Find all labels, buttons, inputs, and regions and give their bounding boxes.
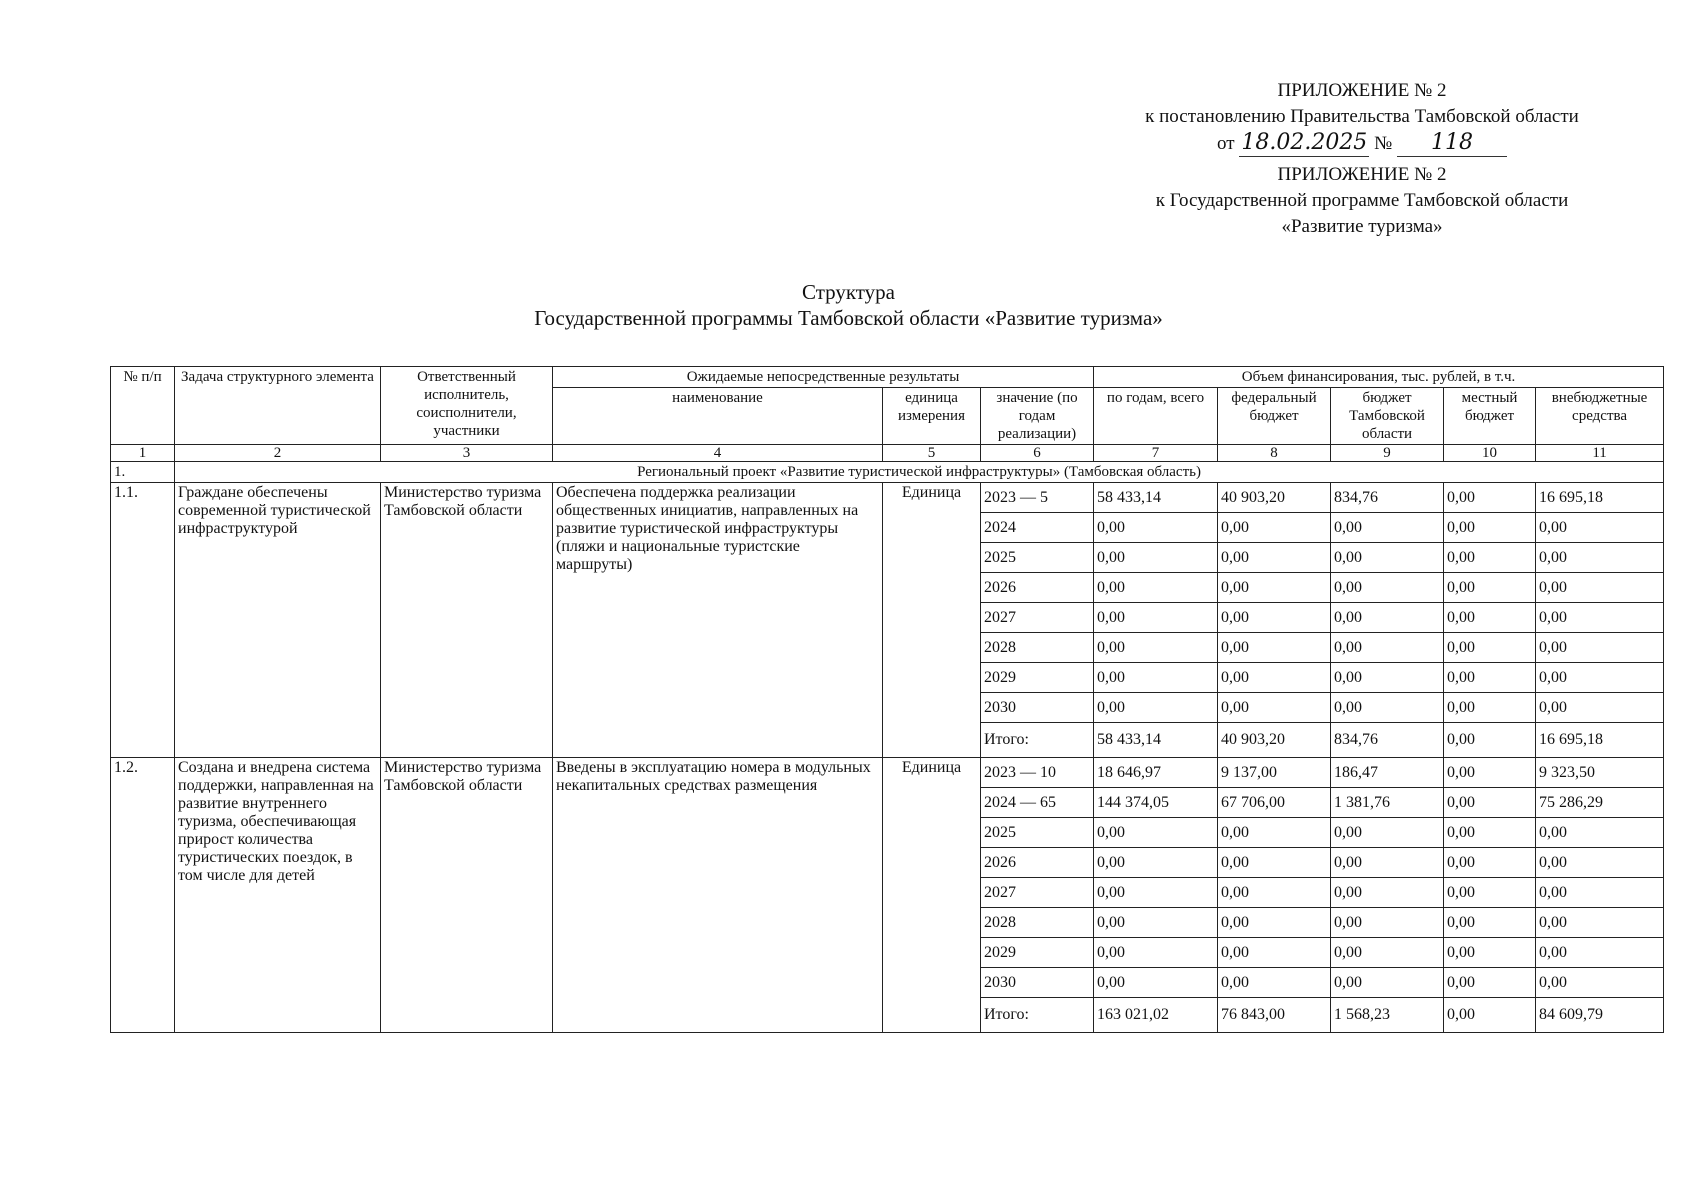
col-federal-header: федеральный бюджет [1218,388,1331,445]
section-row [111,462,1664,483]
total-amount: 0,00 [1094,693,1218,723]
total-extra: 84 609,79 [1536,998,1664,1033]
year-value: 2030 [981,968,1094,998]
local-amount: 0,00 [1444,543,1536,573]
year-value: 2029 [981,663,1094,693]
program-reference: к Государственной программе Тамбовской области [1155,190,1569,211]
total-amount: 18 646,97 [1094,758,1218,788]
regional-amount: 0,00 [1331,513,1444,543]
col-number: 3 [381,445,553,462]
year-value: 2026 [981,573,1094,603]
regional-amount: 0,00 [1331,968,1444,998]
federal-amount: 67 706,00 [1218,788,1331,818]
structure-table [110,366,1664,1033]
regional-amount: 0,00 [1331,603,1444,633]
col-local-header: местный бюджет [1444,388,1536,445]
year-value: 2028 [981,908,1094,938]
total-amount: 0,00 [1094,878,1218,908]
federal-amount: 0,00 [1218,968,1331,998]
executor-cell: Министерство туризма Тамбовской области [381,483,553,758]
year-row [111,483,1664,513]
local-amount: 0,00 [1444,908,1536,938]
program-name: «Развитие туризма» [1281,216,1443,237]
regional-amount: 0,00 [1331,543,1444,573]
result-cell: Обеспечена поддержка реализации общественных инициатив, направленных на развитие туристической инфраструктуры (пляжи и национальные туристские маршруты) [553,483,883,758]
col-unit-header: единица измерения [883,388,981,445]
section-number: 1. [111,462,175,483]
unit-cell: Единица [883,483,981,758]
year-value: 2026 [981,848,1094,878]
total-regional: 834,76 [1331,723,1444,758]
extra-amount: 16 695,18 [1536,483,1664,513]
regional-amount: 0,00 [1331,878,1444,908]
resolution-header [1122,78,1602,157]
year-value: 2027 [981,878,1094,908]
extra-amount: 0,00 [1536,543,1664,573]
extra-amount: 0,00 [1536,693,1664,723]
total-amount: 0,00 [1094,513,1218,543]
col-name-header: наименование [553,388,883,445]
local-amount: 0,00 [1444,788,1536,818]
title-line-1: Структура [801,280,896,304]
regional-amount: 1 381,76 [1331,788,1444,818]
extra-amount: 75 286,29 [1536,788,1664,818]
local-amount: 0,00 [1444,663,1536,693]
number-label: № [1374,133,1393,154]
total-total: 58 433,14 [1094,723,1218,758]
row-number: 1.1. [111,483,175,758]
handwritten-number: 118 [1397,130,1507,157]
col-number: 11 [1536,445,1664,462]
year-value: 2025 [981,818,1094,848]
extra-amount: 0,00 [1536,908,1664,938]
extra-amount: 0,00 [1536,968,1664,998]
col-total-header: по годам, всего [1094,388,1218,445]
total-label: Итого: [981,723,1094,758]
result-cell: Введены в эксплуатацию номера в модульных некапитальных средствах размещения [553,758,883,1033]
col-number: 4 [553,445,883,462]
local-amount: 0,00 [1444,603,1536,633]
total-amount: 0,00 [1094,818,1218,848]
appendix-label: ПРИЛОЖЕНИЕ № 2 [1277,80,1447,101]
year-value: 2024 — 65 [981,788,1094,818]
extra-amount: 0,00 [1536,573,1664,603]
federal-amount: 0,00 [1218,693,1331,723]
regional-amount: 0,00 [1331,693,1444,723]
total-amount: 0,00 [1094,848,1218,878]
col-number: 7 [1094,445,1218,462]
total-amount: 0,00 [1094,908,1218,938]
total-federal: 40 903,20 [1218,723,1331,758]
total-total: 163 021,02 [1094,998,1218,1033]
year-value: 2028 [981,633,1094,663]
local-amount: 0,00 [1444,693,1536,723]
title-line-2: Государственной программы Тамбовской области «Развитие туризма» [534,306,1163,330]
section-title: Региональный проект «Развитие туристической инфраструктуры» (Тамбовская область) [175,462,1664,483]
row-number: 1.2. [111,758,175,1033]
total-amount: 0,00 [1094,938,1218,968]
year-value: 2030 [981,693,1094,723]
col-funding-header: Объем финансирования, тыс. рублей, в т.ч. [1094,367,1664,388]
year-value: 2023 — 5 [981,483,1094,513]
col-number: 5 [883,445,981,462]
year-row [111,758,1664,788]
regional-amount: 0,00 [1331,663,1444,693]
extra-amount: 9 323,50 [1536,758,1664,788]
col-number: 1 [111,445,175,462]
appendix-label-2: ПРИЛОЖЕНИЕ № 2 [1277,164,1447,185]
federal-amount: 0,00 [1218,848,1331,878]
total-amount: 0,00 [1094,968,1218,998]
resolution-reference: к постановлению Правительства Тамбовской области [1145,106,1579,127]
header-row-1 [111,367,1664,388]
col-num-header: № п/п [111,367,175,445]
total-local: 0,00 [1444,723,1536,758]
total-extra: 16 695,18 [1536,723,1664,758]
local-amount: 0,00 [1444,938,1536,968]
task-cell: Создана и внедрена система поддержки, направленная на развитие внутреннего туризма, обеспечивающая прирост количества туристических поездок, в том числе для детей [175,758,381,1033]
year-value: 2027 [981,603,1094,633]
year-value: 2029 [981,938,1094,968]
extra-amount: 0,00 [1536,663,1664,693]
year-value: 2025 [981,543,1094,573]
extra-amount: 0,00 [1536,513,1664,543]
total-amount: 144 374,05 [1094,788,1218,818]
total-federal: 76 843,00 [1218,998,1331,1033]
federal-amount: 0,00 [1218,938,1331,968]
local-amount: 0,00 [1444,878,1536,908]
from-prefix: от [1217,133,1235,154]
regional-amount: 0,00 [1331,633,1444,663]
federal-amount: 0,00 [1218,543,1331,573]
federal-amount: 0,00 [1218,663,1331,693]
extra-amount: 0,00 [1536,938,1664,968]
total-amount: 0,00 [1094,543,1218,573]
program-header [1122,162,1602,240]
regional-amount: 834,76 [1331,483,1444,513]
local-amount: 0,00 [1444,513,1536,543]
regional-amount: 0,00 [1331,848,1444,878]
handwritten-date: 18.02.2025 [1239,130,1369,157]
col-extra-header: внебюджетные средства [1536,388,1664,445]
regional-amount: 186,47 [1331,758,1444,788]
local-amount: 0,00 [1444,818,1536,848]
col-value-header: значение (по годам реализации) [981,388,1094,445]
total-label: Итого: [981,998,1094,1033]
federal-amount: 0,00 [1218,633,1331,663]
total-regional: 1 568,23 [1331,998,1444,1033]
local-amount: 0,00 [1444,483,1536,513]
extra-amount: 0,00 [1536,633,1664,663]
col-task-header: Задача структурного элемента [175,367,381,445]
local-amount: 0,00 [1444,848,1536,878]
col-number: 2 [175,445,381,462]
executor-cell: Министерство туризма Тамбовской области [381,758,553,1033]
regional-amount: 0,00 [1331,818,1444,848]
total-local: 0,00 [1444,998,1536,1033]
unit-cell: Единица [883,758,981,1033]
column-number-row [111,445,1664,462]
total-amount: 0,00 [1094,603,1218,633]
document-title [0,279,1697,331]
local-amount: 0,00 [1444,633,1536,663]
extra-amount: 0,00 [1536,818,1664,848]
col-number: 8 [1218,445,1331,462]
local-amount: 0,00 [1444,758,1536,788]
regional-amount: 0,00 [1331,938,1444,968]
col-regional-header: бюджет Тамбовской области [1331,388,1444,445]
total-amount: 0,00 [1094,573,1218,603]
total-amount: 0,00 [1094,633,1218,663]
regional-amount: 0,00 [1331,573,1444,603]
col-number: 10 [1444,445,1536,462]
federal-amount: 40 903,20 [1218,483,1331,513]
col-number: 6 [981,445,1094,462]
regional-amount: 0,00 [1331,908,1444,938]
year-value: 2024 [981,513,1094,543]
col-expected-header: Ожидаемые непосредственные результаты [553,367,1094,388]
federal-amount: 0,00 [1218,908,1331,938]
federal-amount: 0,00 [1218,573,1331,603]
total-amount: 58 433,14 [1094,483,1218,513]
federal-amount: 0,00 [1218,513,1331,543]
federal-amount: 0,00 [1218,878,1331,908]
year-value: 2023 — 10 [981,758,1094,788]
federal-amount: 0,00 [1218,603,1331,633]
extra-amount: 0,00 [1536,603,1664,633]
col-executor-header: Ответственный исполнитель, соисполнители, участники [381,367,553,445]
local-amount: 0,00 [1444,573,1536,603]
extra-amount: 0,00 [1536,848,1664,878]
local-amount: 0,00 [1444,968,1536,998]
federal-amount: 9 137,00 [1218,758,1331,788]
col-number: 9 [1331,445,1444,462]
task-cell: Граждане обеспечены современной туристической инфраструктурой [175,483,381,758]
federal-amount: 0,00 [1218,818,1331,848]
total-amount: 0,00 [1094,663,1218,693]
date-number-line [1122,130,1602,157]
extra-amount: 0,00 [1536,878,1664,908]
